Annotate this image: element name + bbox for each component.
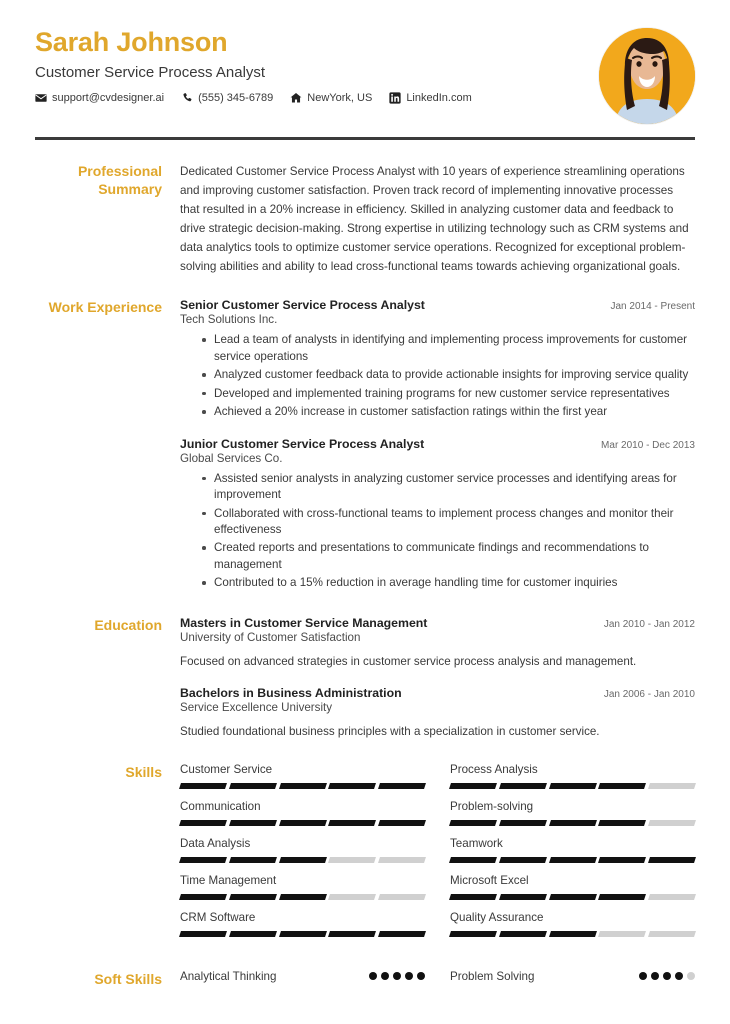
skill-name: CRM Software: [180, 910, 256, 924]
skill-level-segment: [449, 820, 497, 826]
skill-name: Microsoft Excel: [450, 873, 529, 887]
skill-level-segment: [648, 857, 696, 863]
experience-organization: Tech Solutions Inc.: [180, 313, 278, 327]
soft-skill-item: [180, 970, 425, 983]
section-professional-summary: [0, 162, 730, 276]
skill-level-segment: [598, 857, 646, 863]
skill-level-segment: [179, 857, 227, 863]
experience-entry-head: [180, 437, 695, 451]
skill-level-segment: [499, 820, 547, 826]
skill-item: [450, 874, 695, 911]
contact-phone[interactable]: [181, 92, 273, 104]
skill-level-segment: [449, 857, 497, 863]
skill-level-segment: [499, 894, 547, 900]
experience-date: Mar 2010 - Dec 2013: [601, 439, 695, 451]
contact-location: [290, 92, 372, 104]
skill-level-segment: [378, 857, 426, 863]
experience-bullet: Lead a team of analysts in identifying and implementing process improvements for customer service operations: [202, 332, 695, 365]
skill-name: Customer Service: [180, 762, 273, 776]
contact-email-text: support@cvdesigner.ai: [52, 91, 165, 104]
contact-phone-text: (555) 345-6789: [198, 91, 274, 104]
skill-level-segment: [449, 783, 497, 789]
contact-location-text: NewYork, US: [307, 91, 373, 104]
soft-skill-dot: [381, 972, 389, 980]
skill-level-bar: [180, 820, 425, 826]
skill-level-bar: [450, 857, 695, 863]
skill-name: Teamwork: [450, 836, 503, 850]
skill-level-segment: [179, 894, 227, 900]
skill-item: [450, 837, 695, 874]
skill-level-segment: [179, 931, 227, 937]
soft-skills-body: [180, 970, 695, 989]
skill-level-segment: [328, 783, 376, 789]
avatar: [599, 28, 695, 124]
soft-skill-name: Problem Solving: [450, 969, 535, 983]
soft-skill-dot: [651, 972, 659, 980]
contact-linkedin[interactable]: [389, 92, 471, 104]
skill-level-segment: [648, 820, 696, 826]
education-entry-head: [180, 686, 695, 700]
experience-bullet: Created reports and presentations to communicate findings and recommendations to management: [202, 540, 695, 573]
skill-name: Communication: [180, 799, 261, 813]
skill-level-segment: [648, 894, 696, 900]
experience-entry-head: [180, 298, 695, 312]
skill-level-segment: [279, 783, 327, 789]
experience-bullet: Contributed to a 15% reduction in average handling time for customer inquiries: [202, 575, 695, 591]
experience-entry: [180, 298, 695, 420]
skill-level-segment: [549, 894, 597, 900]
experience-title: Junior Customer Service Process Analyst: [180, 436, 425, 451]
skill-level-segment: [328, 931, 376, 937]
skill-level-bar: [180, 931, 425, 937]
soft-skill-dot: [417, 972, 425, 980]
soft-skill-dot: [687, 972, 695, 980]
skill-item: [180, 763, 425, 800]
soft-skill-rating: [639, 972, 695, 980]
section-label-summary: Professional Summary: [77, 163, 162, 197]
skill-level-segment: [598, 820, 646, 826]
candidate-job-title: Customer Service Process Analyst: [35, 63, 266, 81]
education-degree: Masters in Customer Service Management: [180, 615, 428, 630]
experience-entry: [180, 437, 695, 592]
skill-level-segment: [648, 783, 696, 789]
skill-level-segment: [549, 820, 597, 826]
section-work-experience: [0, 298, 730, 593]
soft-skill-dot: [369, 972, 377, 980]
skill-level-segment: [598, 894, 646, 900]
experience-title: Senior Customer Service Process Analyst: [180, 298, 425, 313]
skill-level-bar: [450, 783, 695, 789]
avatar-portrait-icon: [599, 28, 695, 124]
section-label-skills: Skills: [125, 763, 162, 780]
skill-item: [180, 911, 425, 948]
envelope-icon: [35, 92, 47, 104]
education-institution: Service Excellence University: [180, 701, 333, 715]
contact-linkedin-text: LinkedIn.com: [406, 91, 472, 104]
skill-level-segment: [378, 894, 426, 900]
skill-item: [450, 911, 695, 948]
skill-level-segment: [549, 931, 597, 937]
soft-skill-name: Analytical Thinking: [180, 969, 277, 983]
skill-level-bar: [450, 894, 695, 900]
skill-level-segment: [179, 783, 227, 789]
skill-level-segment: [549, 857, 597, 863]
soft-skill-dot: [639, 972, 647, 980]
section-label-education: Education: [94, 616, 162, 633]
skill-name: Problem-solving: [450, 799, 534, 813]
soft-skills-grid: [180, 970, 695, 983]
skill-level-bar: [450, 931, 695, 937]
education-date: Jan 2006 - Jan 2010: [603, 689, 695, 701]
soft-skill-rating: [369, 972, 425, 980]
education-entry-head: [180, 616, 695, 630]
skill-level-segment: [229, 931, 277, 937]
linkedin-icon: [389, 92, 401, 104]
education-date: Jan 2010 - Jan 2012: [603, 618, 695, 630]
education-description: Studied foundational business principles with a specialization in customer service.: [180, 725, 600, 739]
soft-skill-dot: [663, 972, 671, 980]
contact-list: [35, 92, 695, 104]
skill-level-segment: [229, 857, 277, 863]
skill-level-segment: [648, 931, 696, 937]
skill-item: [450, 800, 695, 837]
skill-level-segment: [279, 820, 327, 826]
skill-name: Data Analysis: [180, 836, 251, 850]
skill-level-segment: [279, 894, 327, 900]
skill-level-bar: [180, 783, 425, 789]
skill-level-segment: [499, 931, 547, 937]
skill-level-segment: [378, 783, 426, 789]
phone-icon: [181, 92, 193, 104]
skill-name: Time Management: [180, 873, 277, 887]
summary-text: Dedicated Customer Service Process Analyst with 10 years of experience streamlining operations and improving customer satisfaction. Proven track record of implementing innovative processes that resulted in a 20% increase in efficiency. Skilled in analyzing customer data and feedback to drive strategic decision-making. Strong expertise in utilizing technology such as CRM systems and data analytics tools to optimize customer service operations. Recognized for exceptional problem-solving abilities and ability to lead cross-functional teams towards achieving organizational goals.: [180, 165, 689, 274]
home-icon: [290, 92, 302, 104]
section-soft-skills: [0, 970, 730, 989]
skill-level-segment: [499, 857, 547, 863]
experience-body: [180, 298, 695, 593]
skill-level-segment: [378, 931, 426, 937]
skills-body: [180, 763, 695, 948]
education-entry: [180, 616, 695, 670]
skill-level-segment: [598, 783, 646, 789]
skill-level-segment: [449, 931, 497, 937]
soft-skill-dot: [675, 972, 683, 980]
skill-level-segment: [229, 820, 277, 826]
soft-skill-dot: [393, 972, 401, 980]
experience-bullets: [180, 332, 695, 420]
education-description: Focused on advanced strategies in customer service process analysis and management.: [180, 654, 637, 668]
skill-item: [450, 763, 695, 800]
section-label-soft-skills: Soft Skills: [94, 970, 162, 987]
skill-level-segment: [328, 857, 376, 863]
section-skills: [0, 763, 730, 948]
skill-level-segment: [598, 931, 646, 937]
skill-level-segment: [279, 931, 327, 937]
skill-level-segment: [229, 783, 277, 789]
candidate-name: Sarah Johnson: [35, 27, 228, 57]
skill-name: Quality Assurance: [450, 910, 544, 924]
education-institution: University of Customer Satisfaction: [180, 630, 361, 644]
skill-level-segment: [328, 820, 376, 826]
summary-body: [180, 162, 695, 276]
skill-level-segment: [229, 894, 277, 900]
skill-level-segment: [378, 820, 426, 826]
skill-level-bar: [450, 820, 695, 826]
experience-date: Jan 2014 - Present: [610, 301, 695, 313]
education-body: [180, 616, 695, 741]
experience-bullets: [180, 471, 695, 592]
education-degree: Bachelors in Business Administration: [180, 686, 402, 701]
experience-bullet: Analyzed customer feedback data to provide actionable insights for improving service quality: [202, 367, 695, 383]
skill-name: Process Analysis: [450, 762, 538, 776]
skill-level-segment: [328, 894, 376, 900]
skill-level-segment: [499, 783, 547, 789]
contact-email[interactable]: [35, 92, 164, 104]
skill-item: [180, 874, 425, 911]
skill-level-segment: [449, 894, 497, 900]
experience-bullet: Developed and implemented training programs for new customer service representatives: [202, 386, 695, 402]
skill-item: [180, 837, 425, 874]
skill-item: [180, 800, 425, 837]
skill-level-segment: [549, 783, 597, 789]
section-education: [0, 616, 730, 741]
skill-level-bar: [180, 894, 425, 900]
experience-bullet: Collaborated with cross-functional teams to implement process changes and monitor their effectiveness: [202, 506, 695, 539]
skill-level-bar: [180, 857, 425, 863]
experience-bullet: Achieved a 20% increase in customer satisfaction ratings within the first year: [202, 404, 695, 420]
header-divider: [35, 137, 695, 140]
skill-level-segment: [279, 857, 327, 863]
skills-grid: [180, 763, 695, 948]
education-entry: [180, 686, 695, 740]
section-label-experience: Work Experience: [48, 299, 162, 316]
experience-bullet: Assisted senior analysts in analyzing customer service processes and identifying areas for improvement: [202, 471, 695, 504]
resume-header: [0, 0, 730, 140]
skill-level-segment: [179, 820, 227, 826]
experience-organization: Global Services Co.: [180, 451, 283, 465]
soft-skill-item: [450, 970, 695, 983]
soft-skill-dot: [405, 972, 413, 980]
